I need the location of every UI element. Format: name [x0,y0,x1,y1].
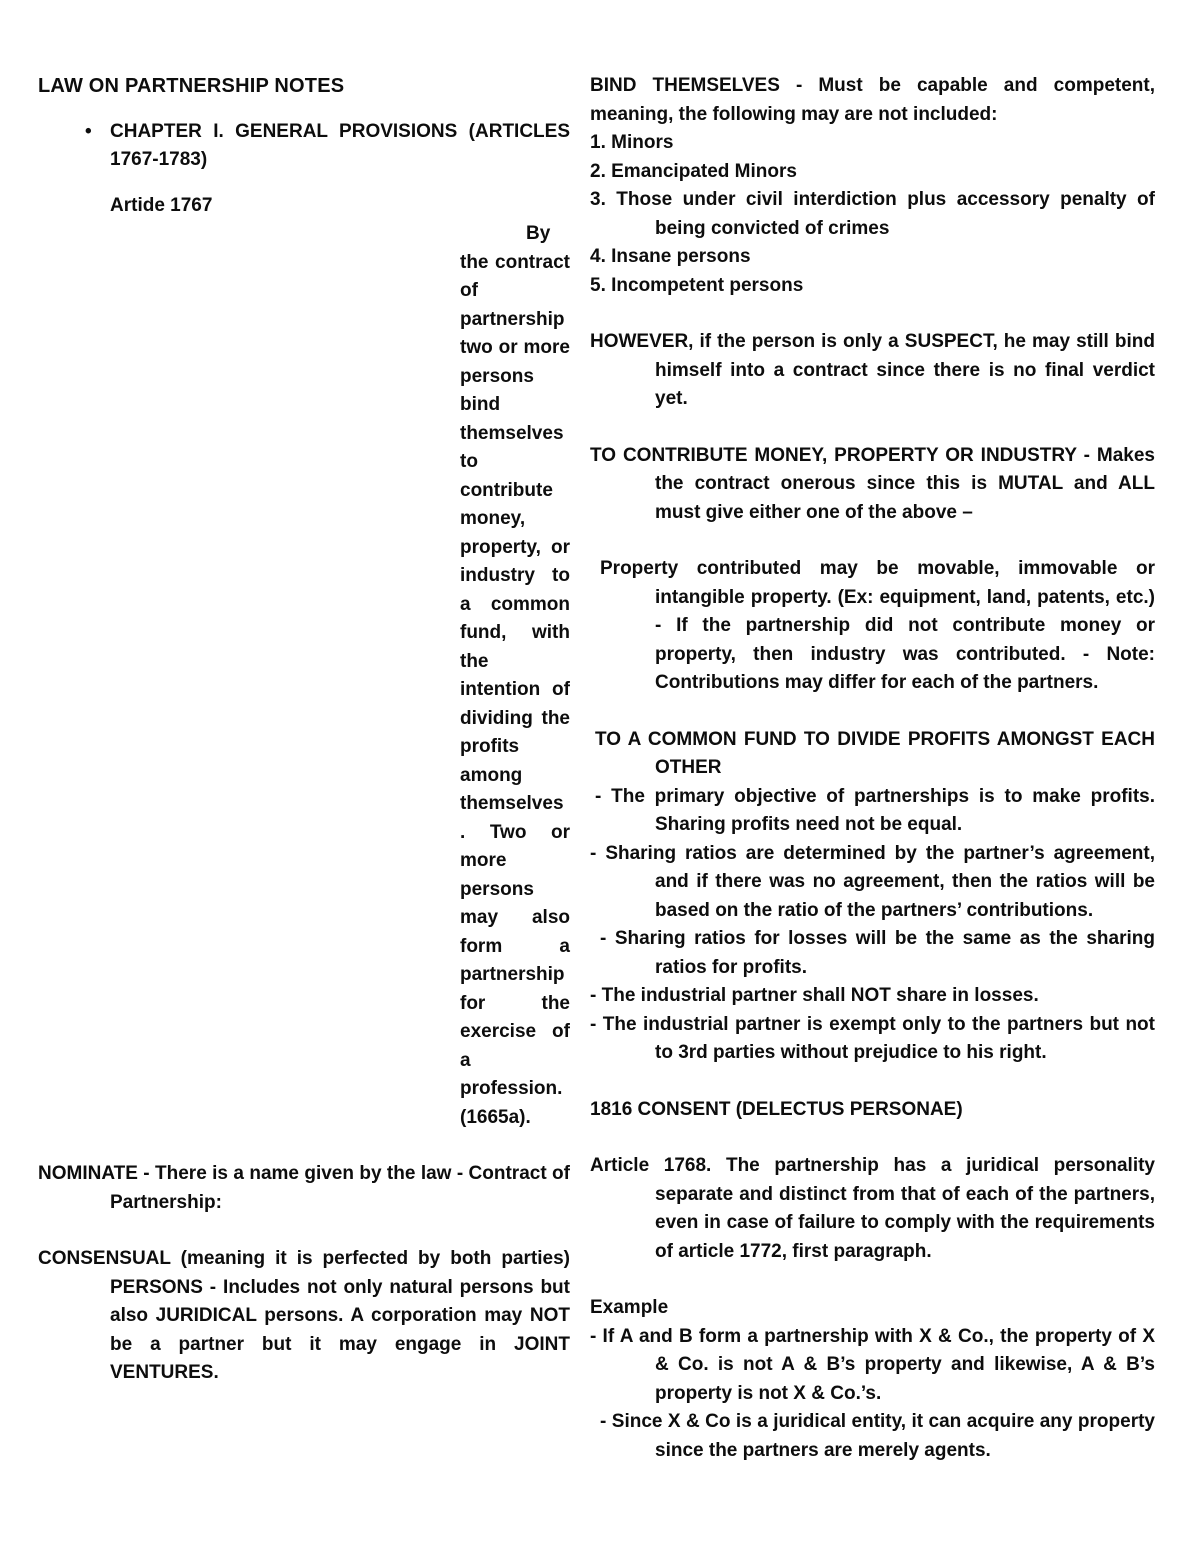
consensual-paragraph: CONSENSUAL (meaning it is perfected by both parties) PERSONS - Includes not only natural persons but also JURIDICAL persons. A corporation may NOT be a partner but it may engage in JOINT VENTURES. [38,1248,570,1383]
fund-point-1: - The primary objective of partnerships is to make profits. Sharing profits need not be equal. [595,785,1155,835]
fund-point-4: - The industrial partner shall NOT share in losses. [590,985,1039,1006]
numbered-item-2: 2. Emancipated Minors [590,160,797,182]
example-point-1: - If A and B form a partnership with X & Co., the property of X & Co. is not A & B’s property and likewise, A & B’s property is not X & Co.’s. [590,1325,1155,1404]
page-title: LAW ON PARTNERSHIP NOTES [38,75,345,97]
numbered-item-5: 5. Incompetent persons [590,274,804,296]
article-1767-quote: By the contract of partnership two or more persons bind themselves to contribute money, property, or industry to a common fund, with the intention of dividing the profits among themselves . Two or more persons may also form a partnership for the exercise of a profession. (1665a). [460,223,570,1128]
numbered-item-4: 4. Insane persons [590,246,751,267]
contribute-heading-paragraph: TO CONTRIBUTE MONEY, PROPERTY OR INDUSTRY - Makes the contract onerous since this is MUTAL and ALL must give either one of the above – [590,444,1155,523]
article-1767-label: Artide 1767 [110,194,213,216]
left-column [38,72,570,1513]
example-label: Example [590,1297,669,1318]
however-paragraph: HOWEVER, if the person is only a SUSPECT, he may still bind himself into a contract since there is no final verdict yet. [590,331,1155,409]
example-point-2: - Since X & Co is a juridical entity, it can acquire any property since the partners are merely agents. [600,1411,1155,1461]
common-fund-heading: TO A COMMON FUND TO DIVIDE PROFITS AMONGST EACH OTHER [595,728,1155,778]
right-column [590,72,1155,1513]
fund-point-5: - The industrial partner is exempt only to the partners but not to 3rd parties without prejudice to his right. [590,1013,1155,1063]
consent-heading: 1816 CONSENT (DELECTUS PERSONAE) [590,1098,963,1120]
numbered-item-3: 3. Those under civil interdiction plus accessory penalty of being convicted of crimes [590,189,1155,239]
chapter-heading [38,118,570,175]
chapter-heading-text: CHAPTER I. GENERAL PROVISIONS (ARTICLES 1767-1783) [110,120,570,170]
bullet-icon: • [85,120,92,142]
fund-point-3: - Sharing ratios for losses will be the same as the sharing ratios for profits. [600,928,1155,978]
nominate-paragraph: NOMINATE - There is a name given by the law - Contract of Partnership: [38,1163,570,1213]
bind-themselves-paragraph: BIND THEMSELVES - Must be capable and competent, meaning, the following may are not included: [590,75,1155,125]
numbered-item-1: 1. Minors [590,132,674,153]
article-1768-paragraph: Article 1768. The partnership has a juridical personality separate and distinct from that of each of the partners, even in case of failure to comply with the requirements of article 1772, first paragraph. [590,1155,1155,1262]
fund-point-2: - Sharing ratios are determined by the partner’s agreement, and if there was no agreement, then the ratios will be based on the ratio of the partners’ contributions. [590,842,1155,921]
property-contributed-paragraph: Property contributed may be movable, immovable or intangible property. (Ex: equipment, land, patents, etc.) - If the partnership did not contribute money or property, then industry was contributed. - Note: Contributions may differ for each of the partners. [600,558,1155,693]
